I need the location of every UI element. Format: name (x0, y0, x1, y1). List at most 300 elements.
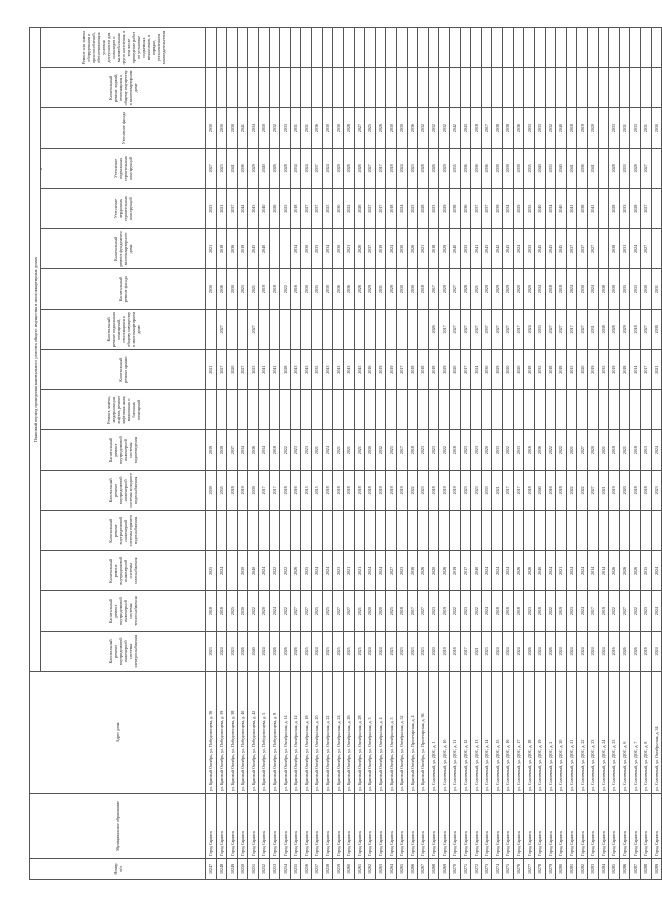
year-cell (492, 390, 503, 430)
row-municipality: Город Саранск (354, 794, 365, 859)
row-address: ул. Красный Октябрь, ул. Победоносцева, д. 42 (248, 672, 259, 794)
year-cell: 2026 (280, 631, 291, 671)
year-cell: 2027 (333, 591, 344, 631)
year-cell: 2014 (598, 551, 609, 591)
year-cell: 2028 (460, 269, 471, 309)
row-municipality: Город Саранск (333, 794, 344, 859)
row-address: ул. Солнечный, ул. ДОС, д. 12 (460, 672, 471, 794)
year-cell: 2018 (545, 350, 556, 390)
year-cell: 2024 (513, 229, 524, 269)
year-cell (216, 511, 227, 551)
year-cell: 2029 (365, 269, 376, 309)
year-cell: 2024 (471, 350, 482, 390)
year-cell: 2035 (619, 269, 630, 309)
year-cell (587, 511, 598, 551)
year-cell: 2022 (407, 470, 418, 510)
year-cell (460, 390, 471, 430)
year-cell: 2033 (534, 309, 545, 349)
year-cell (354, 68, 365, 108)
year-cell: 2023 (396, 631, 407, 671)
year-cell: 2021 (619, 430, 630, 470)
row-municipality: Город Саранск (290, 794, 301, 859)
year-cell: 2026 (407, 229, 418, 269)
row-address: ул. Красный Октябрь, ул. Победоносцева, д. 5 (259, 672, 270, 794)
row-number: 10272 (471, 859, 482, 880)
year-cell: 2023 (481, 631, 492, 671)
row-municipality: Город Саранск (587, 794, 598, 859)
year-cell: 2023 (428, 189, 439, 229)
row-address: ул. Красный Октябрь, ул. Победоносцева, д. 39 (216, 672, 227, 794)
year-cell: 2018 (333, 470, 344, 510)
row-municipality: Город Саранск (428, 794, 439, 859)
row-number: 10248 (216, 859, 227, 880)
year-cell (206, 28, 217, 68)
year-cell (439, 390, 450, 430)
year-cell: 2019 (450, 470, 461, 510)
year-cell: 2027 (343, 591, 354, 631)
year-cell: 2041 (259, 350, 270, 390)
year-cell (587, 28, 598, 68)
year-cell (280, 309, 291, 349)
row-address: ул. Красный Октябрь, ул. Пролетарская, д. 36 (418, 672, 429, 794)
year-cell: 2031 (619, 229, 630, 269)
row-address: ул. Красный Октябрь, ул. Октябрьская, д. 22 (322, 672, 333, 794)
year-cell: 2029 (503, 269, 514, 309)
year-cell (280, 511, 291, 551)
year-cell: 2034 (259, 430, 270, 470)
year-cell (619, 28, 630, 68)
year-cell: 2040 (556, 189, 567, 229)
year-cell: 2032 (428, 108, 439, 148)
year-cell: 2024 (587, 631, 598, 671)
year-cell: 2026 (513, 551, 524, 591)
year-cell: 2030 (237, 551, 248, 591)
year-cell (587, 68, 598, 108)
table-row (619, 28, 630, 880)
year-cell: 2028 (418, 148, 429, 188)
year-cell: 2019 (609, 430, 620, 470)
row-municipality: Город Саранск (545, 794, 556, 859)
year-cell: 2017 (587, 591, 598, 631)
table-row (290, 28, 301, 880)
year-cell (598, 68, 609, 108)
year-cell: 2023 (322, 631, 333, 671)
year-cell (343, 309, 354, 349)
year-cell: 2027 (640, 229, 651, 269)
row-municipality: Город Саранск (407, 794, 418, 859)
table-row (280, 28, 291, 880)
year-cell (269, 390, 280, 430)
year-cell (227, 390, 238, 430)
year-cell (630, 28, 641, 68)
table-row (450, 28, 461, 880)
year-cell (651, 148, 662, 188)
year-cell: 2027 (365, 189, 376, 229)
year-cell (206, 390, 217, 430)
table-row (227, 28, 238, 880)
year-cell: 2033 (460, 229, 471, 269)
year-cell: 2030 (333, 229, 344, 269)
row-municipality: Город Саранск (630, 794, 641, 859)
year-cell: 2020 (587, 430, 598, 470)
year-cell: 2030 (227, 269, 238, 309)
year-cell: 2019 (577, 108, 588, 148)
year-cell: 2026 (619, 631, 630, 671)
year-cell (322, 390, 333, 430)
table-row (651, 28, 662, 880)
year-cell (503, 511, 514, 551)
year-cell (407, 68, 418, 108)
row-municipality: Город Саранск (439, 794, 450, 859)
year-cell: 2030 (322, 269, 333, 309)
year-cell: 2021 (206, 350, 217, 390)
year-cell: 2019 (439, 591, 450, 631)
year-cell: 2023 (290, 430, 301, 470)
year-cell: 2018 (386, 148, 397, 188)
year-cell (651, 189, 662, 229)
year-cell: 2023 (651, 470, 662, 510)
year-cell: 2018 (640, 631, 651, 671)
year-cell (248, 390, 259, 430)
year-cell (534, 511, 545, 551)
year-cell: 2033 (619, 148, 630, 188)
year-cell: 2019 (237, 229, 248, 269)
row-address: ул. Солнечный, ул. ДОС, д. 22 (577, 672, 588, 794)
year-cell: 2024 (651, 430, 662, 470)
year-cell: 2021 (343, 551, 354, 591)
year-cell: 2024 (365, 551, 376, 591)
year-cell: 2024 (651, 631, 662, 671)
year-cell (428, 28, 439, 68)
year-cell (333, 511, 344, 551)
row-municipality: Город Саранск (481, 794, 492, 859)
year-cell: 2020 (227, 350, 238, 390)
row-address: ул. Красный Октябрь, ул. Октябрьская, д. 5 (386, 672, 397, 794)
year-cell: 2029 (439, 189, 450, 229)
year-cell (471, 28, 482, 68)
year-cell: 2026 (269, 189, 280, 229)
year-cell: 2027 (587, 229, 598, 269)
row-address: ул. Красный Октябрь, ул. Октябрьская, д. 14 (290, 672, 301, 794)
year-cell: 2033 (609, 108, 620, 148)
year-cell: 2024 (503, 631, 514, 671)
year-cell: 2024 (301, 148, 312, 188)
row-number: 10280 (556, 859, 567, 880)
year-cell (556, 511, 567, 551)
year-cell: 2030 (333, 108, 344, 148)
year-cell (492, 68, 503, 108)
row-number: 10289 (651, 859, 662, 880)
year-cell (386, 68, 397, 108)
year-cell: 2040 (556, 148, 567, 188)
year-cell: 2019 (587, 350, 598, 390)
row-municipality: Город Саранск (534, 794, 545, 859)
year-cell (259, 309, 270, 349)
row-number: 10251 (248, 859, 259, 880)
year-cell: 2022 (248, 591, 259, 631)
year-cell: 2042 (492, 229, 503, 269)
year-cell (365, 511, 376, 551)
year-cell: 2029 (439, 229, 450, 269)
year-cell (418, 511, 429, 551)
year-cell: 2027 (206, 148, 217, 188)
year-cell: 2024 (577, 591, 588, 631)
year-cell: 2033 (513, 430, 524, 470)
year-cell: 2024 (492, 631, 503, 671)
row-municipality: Город Саранск (598, 794, 609, 859)
year-cell: 2036 (333, 269, 344, 309)
year-cell: 2043 (481, 229, 492, 269)
row-address: ул. Солнечный, ул. ДОС, д. 10 (439, 672, 450, 794)
year-cell: 2023 (206, 189, 217, 229)
year-cell (227, 511, 238, 551)
year-cell (513, 68, 524, 108)
year-cell: 2021 (343, 430, 354, 470)
year-cell (545, 68, 556, 108)
year-cell (598, 189, 609, 229)
year-cell: 2021 (471, 631, 482, 671)
year-cell (322, 68, 333, 108)
year-cell (375, 390, 386, 430)
year-cell (237, 28, 248, 68)
year-cell (524, 68, 535, 108)
year-cell: 2041 (587, 189, 598, 229)
year-cell: 2031 (640, 108, 651, 148)
year-cell: 2017 (407, 591, 418, 631)
table-row (418, 28, 429, 880)
year-cell: 2027 (354, 108, 365, 148)
year-cell (312, 309, 323, 349)
row-municipality: Город Саранск (322, 794, 333, 859)
row-number: 10255 (290, 859, 301, 880)
year-cell: 2020 (524, 269, 535, 309)
col-header-work-10: Капитальный ремонт фасада (41, 269, 206, 309)
year-cell: 2043 (545, 229, 556, 269)
year-cell (301, 390, 312, 430)
year-cell: 2038 (577, 189, 588, 229)
year-cell (290, 309, 301, 349)
year-cell: 2024 (577, 631, 588, 671)
row-number: 10269 (439, 859, 450, 880)
year-cell: 2021 (566, 430, 577, 470)
year-cell (396, 390, 407, 430)
year-cell: 2037 (365, 229, 376, 269)
row-municipality: Город Саранск (577, 794, 588, 859)
year-cell (259, 511, 270, 551)
year-cell (619, 511, 630, 551)
year-cell: 2037 (312, 148, 323, 188)
year-cell: 2026 (609, 551, 620, 591)
year-cell: 2023 (471, 470, 482, 510)
year-cell: 2026 (630, 551, 641, 591)
year-cell: 2022 (471, 591, 482, 631)
year-cell: 2018 (280, 470, 291, 510)
year-cell: 2018 (428, 470, 439, 510)
year-cell: 2019 (386, 350, 397, 390)
year-cell: 2019 (375, 229, 386, 269)
year-cell: 2025 (354, 631, 365, 671)
year-cell: 2021 (354, 430, 365, 470)
year-cell: 2033 (619, 189, 630, 229)
year-cell: 2020 (503, 350, 514, 390)
year-cell: 2027 (216, 350, 227, 390)
year-cell: 2037 (227, 430, 238, 470)
year-cell: 2036 (460, 148, 471, 188)
year-cell: 2018 (269, 269, 280, 309)
year-cell (439, 511, 450, 551)
year-cell: 2022 (450, 591, 461, 631)
year-cell: 2036 (237, 148, 248, 188)
year-cell (396, 511, 407, 551)
year-cell (587, 390, 598, 430)
table-row (577, 28, 588, 880)
row-address: ул. Солнечный, ул. ДОС, д. 24 (598, 672, 609, 794)
row-address: ул. Солнечный, ул. Октябрьская, д. 34 (651, 672, 662, 794)
table-row (396, 28, 407, 880)
row-number: 10267 (418, 859, 429, 880)
year-cell: 2017 (460, 551, 471, 591)
year-cell (651, 28, 662, 68)
year-cell (248, 28, 259, 68)
year-cell: 2027 (577, 430, 588, 470)
year-cell: 2027 (640, 189, 651, 229)
row-number: 10279 (545, 859, 556, 880)
year-cell (640, 511, 651, 551)
year-cell: 2027 (619, 591, 630, 631)
year-cell: 2027 (301, 189, 312, 229)
rotated-table-wrapper (29, 27, 659, 880)
year-cell: 2034 (534, 269, 545, 309)
year-cell: 2020 (513, 350, 524, 390)
year-cell: 2022 (545, 591, 556, 631)
year-cell: 2028 (609, 189, 620, 229)
year-cell: 2030 (237, 591, 248, 631)
row-number: 10266 (407, 859, 418, 880)
year-cell (556, 28, 567, 68)
year-cell: 2015 (566, 350, 577, 390)
year-cell: 2022 (556, 430, 567, 470)
year-cell: 2018 (428, 350, 439, 390)
year-cell: 2045 (556, 229, 567, 269)
year-cell (237, 390, 248, 430)
year-cell: 2030 (396, 229, 407, 269)
row-number: 10277 (524, 859, 535, 880)
col-header-work-7: Ремонт, замена, модернизация лифтов, ремонт лифтовых шахт, машинных и блочных помещений (41, 390, 206, 430)
year-cell: 2020 (428, 631, 439, 671)
year-cell: 2025 (237, 269, 248, 309)
year-cell: 2024 (312, 551, 323, 591)
year-cell: 2030 (651, 108, 662, 148)
year-cell (312, 28, 323, 68)
year-cell: 2017 (375, 189, 386, 229)
super-title: Плановый период проведения капитального ремонта общего имущества в многоквартирных домах (30, 28, 41, 672)
year-cell: 2023 (216, 148, 227, 188)
year-cell (407, 511, 418, 551)
year-cell (651, 229, 662, 269)
year-cell (343, 390, 354, 430)
year-cell: 2028 (630, 148, 641, 188)
row-municipality: Город Саранск (503, 794, 514, 859)
year-cell: 2027 (450, 309, 461, 349)
row-address: ул. Солнечный, ул. ДОС, д. 21 (566, 672, 577, 794)
year-cell (290, 28, 301, 68)
year-cell: 2021 (206, 229, 217, 269)
year-cell: 2017 (259, 470, 270, 510)
table-row (598, 28, 609, 880)
year-cell: 2025 (333, 631, 344, 671)
year-cell (237, 68, 248, 108)
year-cell: 2017 (513, 309, 524, 349)
year-cell: 2025 (312, 591, 323, 631)
year-cell (545, 390, 556, 430)
col-header-work-2: Капитальный ремонт внутридомовой инженерной системы теплоснабжения (41, 591, 206, 631)
year-cell (503, 68, 514, 108)
year-cell: 2020 (259, 591, 270, 631)
row-address: ул. Солнечный, ул. ДОС, д. 15 (492, 672, 503, 794)
year-cell: 2019 (556, 591, 567, 631)
table-row (375, 28, 386, 880)
row-number: 10284 (598, 859, 609, 880)
year-cell: 2030 (396, 108, 407, 148)
year-cell: 2036 (577, 148, 588, 188)
year-cell: 2022 (280, 430, 291, 470)
table-row (322, 28, 333, 880)
row-number: 10288 (640, 859, 651, 880)
year-cell: 2040 (248, 631, 259, 671)
year-cell: 2026 (418, 551, 429, 591)
table-row (587, 28, 598, 880)
table-row (312, 28, 323, 880)
year-cell: 2030 (386, 108, 397, 148)
year-cell: 2034 (290, 148, 301, 188)
table-row (524, 28, 535, 880)
year-cell (524, 511, 535, 551)
year-cell: 2024 (524, 309, 535, 349)
year-cell: 2016 (365, 350, 376, 390)
year-cell (322, 309, 333, 349)
year-cell: 2033 (630, 269, 641, 309)
row-municipality: Город Саранск (556, 794, 567, 859)
year-cell: 2028 (343, 108, 354, 148)
year-cell: 2031 (619, 108, 630, 148)
row-address: ул. Красный Октябрь, ул. Октябрьская, д. 14 (280, 672, 291, 794)
year-cell (630, 68, 641, 108)
row-number: 10259 (333, 859, 344, 880)
year-cell: 2032 (439, 108, 450, 148)
year-cell (280, 28, 291, 68)
year-cell (556, 390, 567, 430)
col-header-work-15: Капитальный ремонт лоджий, относящихся к общему имуществу в многоквартирном доме (41, 68, 206, 108)
year-cell: 2035 (450, 148, 461, 188)
year-cell: 2030 (301, 269, 312, 309)
year-cell: 2027 (587, 470, 598, 510)
year-cell (206, 309, 217, 349)
year-cell (598, 390, 609, 430)
row-number: 10283 (587, 859, 598, 880)
year-cell (259, 28, 270, 68)
year-cell: 2018 (630, 430, 641, 470)
year-cell: 2043 (248, 229, 259, 269)
col-header-municipality: Муниципальное образование (30, 794, 206, 859)
year-cell: 2025 (301, 551, 312, 591)
year-cell (566, 68, 577, 108)
year-cell (375, 68, 386, 108)
year-cell (312, 390, 323, 430)
table-row (513, 28, 524, 880)
row-number: 10270 (450, 859, 461, 880)
year-cell: 2036 (407, 108, 418, 148)
row-municipality: Город Саранск (269, 794, 280, 859)
